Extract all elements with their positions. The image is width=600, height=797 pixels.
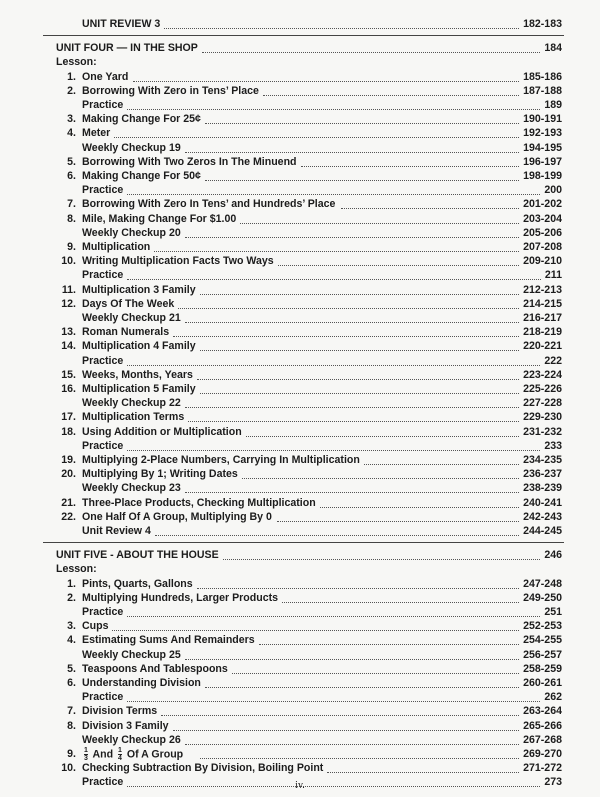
entry-title: Meter	[82, 127, 111, 140]
dot-leader	[246, 435, 519, 437]
entry-title: Practice	[82, 606, 124, 618]
toc-entry	[0, 339, 600, 353]
lesson-number: 10.	[61, 255, 76, 268]
entry-title: Weekly Checkup 22	[82, 397, 181, 410]
entry-title: Cups	[82, 620, 109, 633]
entry-title: Division 3 Family	[82, 719, 169, 732]
toc-entry	[0, 719, 600, 733]
dot-leader	[232, 672, 519, 674]
toc-entry	[0, 268, 600, 282]
dot-leader	[263, 94, 519, 96]
entry-title: Multiplication	[82, 241, 151, 253]
entry-title: Using Addition or Multiplication	[82, 425, 242, 438]
toc-entry	[0, 648, 600, 662]
toc-entry	[0, 410, 600, 424]
lesson-number: 3.	[67, 620, 76, 633]
dot-leader	[242, 477, 519, 479]
lesson-number: 14.	[61, 340, 76, 353]
dot-leader	[173, 729, 520, 731]
lesson-number: 4.	[67, 634, 76, 647]
toc-entry	[0, 55, 600, 69]
lesson-number: 7.	[67, 705, 76, 718]
toc-entry	[0, 605, 600, 619]
toc-entry	[0, 98, 600, 112]
page-range: 249-250	[523, 591, 562, 604]
toc-entry	[0, 183, 600, 197]
toc-entry	[0, 690, 600, 704]
toc-entry	[0, 197, 600, 211]
dot-leader	[185, 151, 519, 153]
lesson-number: 5.	[67, 662, 76, 675]
toc-entry	[0, 226, 600, 240]
page-range: 223-224	[523, 368, 562, 381]
toc-entry	[0, 633, 600, 647]
page-range: 229-230	[523, 411, 562, 424]
page-range: 212-213	[523, 283, 562, 296]
entry-title: Weekly Checkup 19	[82, 141, 181, 154]
page-range: 234-235	[523, 454, 562, 466]
dot-leader	[200, 349, 520, 351]
dot-leader	[205, 686, 519, 688]
entry-title: Weekly Checkup 25	[82, 648, 181, 661]
lesson-number: 1.	[67, 577, 76, 590]
dot-leader	[282, 601, 519, 603]
page-range: 200	[544, 184, 562, 197]
page-range: 192-193	[523, 127, 562, 140]
dot-leader	[127, 108, 540, 110]
page-range: 238-239	[523, 482, 562, 495]
lesson-number: 22.	[61, 510, 76, 523]
page-range: 236-237	[523, 468, 562, 481]
toc-entry	[0, 619, 600, 633]
entry-title: Three-Place Products, Checking Multiplication	[82, 496, 316, 509]
entry-title: Multiplying By 1; Writing Dates	[82, 468, 238, 481]
entry-title: Checking Subtraction By Division, Boiling Point	[82, 762, 324, 775]
dot-leader	[127, 615, 540, 617]
page-range: 260-261	[523, 677, 562, 689]
toc-entry	[0, 396, 600, 410]
page-range: 265-266	[523, 719, 562, 732]
page-range: 269-270	[523, 748, 562, 760]
entry-title: UNIT FOUR — IN THE SHOP	[56, 42, 198, 55]
dot-leader	[205, 122, 519, 124]
entry-title: Writing Multiplication Facts Two Ways	[82, 255, 274, 268]
page-range: 216-217	[523, 312, 562, 324]
dot-leader	[112, 629, 519, 631]
lesson-number: 9.	[67, 241, 76, 253]
dot-leader	[202, 51, 540, 53]
dot-leader	[197, 378, 519, 380]
entry-title: Multiplying Hundreds, Larger Products	[82, 591, 278, 604]
dot-leader	[127, 700, 540, 702]
toc-entry	[0, 354, 600, 368]
entry-title: Practice	[82, 691, 124, 704]
lesson-number: 8.	[67, 719, 76, 732]
toc-entry	[0, 577, 600, 591]
dot-leader	[127, 364, 540, 366]
page-range: 222	[544, 354, 562, 367]
dot-leader	[341, 207, 520, 209]
entry-title: Weeks, Months, Years	[82, 368, 193, 381]
page-range: 242-243	[523, 510, 562, 523]
page-range: 244-245	[523, 525, 562, 537]
dot-leader	[205, 179, 519, 181]
page-range: 211	[544, 269, 562, 282]
entry-title: Practice	[82, 776, 124, 789]
lesson-number: 1.	[67, 70, 76, 83]
dot-leader	[127, 449, 540, 451]
toc-entry	[0, 747, 600, 761]
toc-entry	[0, 311, 600, 325]
lesson-number: 13.	[61, 326, 76, 339]
page-range: 246	[544, 549, 562, 562]
page-range: 194-195	[523, 141, 562, 154]
entry-title: Multiplication 3 Family	[82, 283, 196, 296]
entry-title: Understanding Division	[82, 677, 201, 689]
toc-entry	[0, 453, 600, 467]
dot-leader	[200, 757, 520, 759]
lesson-number: 6.	[67, 677, 76, 689]
toc-entry	[0, 425, 600, 439]
toc-entry	[0, 141, 600, 155]
dot-leader	[164, 27, 519, 29]
entry-title: UNIT FIVE - ABOUT THE HOUSE	[56, 549, 219, 562]
dot-leader	[185, 491, 519, 493]
toc-entry	[0, 467, 600, 481]
entry-title: Practice	[82, 99, 124, 111]
page-number: iv.	[295, 780, 305, 791]
page-range: 233	[544, 439, 562, 452]
entry-title: Division Terms	[82, 705, 158, 718]
dot-leader	[133, 80, 520, 82]
dot-leader	[200, 293, 520, 295]
entry-title: Lesson:	[56, 563, 97, 576]
toc-entry	[0, 439, 600, 453]
entry-title: UNIT REVIEW 3	[82, 18, 161, 30]
toc-entry	[0, 254, 600, 268]
page-range: 220-221	[523, 340, 562, 353]
dot-leader	[173, 335, 519, 337]
entry-title: Weekly Checkup 23	[82, 482, 181, 495]
toc-entry	[0, 562, 600, 576]
page-range: 262	[544, 691, 562, 704]
dot-leader	[154, 250, 519, 252]
entry-title: $\frac{1}{3}$ And $\frac{1}{4}$ Of A Group	[84, 747, 184, 762]
toc-entry	[0, 169, 600, 183]
entry-title: Mile, Making Change For $1.00	[82, 212, 237, 225]
dot-leader	[327, 771, 519, 773]
toc-entry	[0, 17, 600, 31]
entry-title: Weekly Checkup 26	[82, 733, 181, 746]
toc-entry	[0, 591, 600, 605]
page-range: 190-191	[523, 113, 562, 126]
dot-leader	[200, 392, 520, 394]
page-range: 247-248	[523, 577, 562, 590]
lesson-number: 11.	[61, 283, 76, 296]
dot-leader	[114, 136, 519, 138]
page-range: 218-219	[523, 326, 562, 339]
page-range: 251	[544, 606, 562, 618]
lesson-number: 18.	[61, 425, 76, 438]
lesson-number: 16.	[61, 383, 76, 395]
entry-title: Roman Numerals	[82, 326, 170, 339]
page-range: 252-253	[523, 620, 562, 633]
toc-entry	[0, 297, 600, 311]
dot-leader	[161, 714, 519, 716]
page-range: 240-241	[523, 496, 562, 509]
fraction: $\frac{1}{4}$	[118, 747, 122, 762]
toc-entry	[0, 212, 600, 226]
lesson-number: 8.	[67, 212, 76, 225]
lesson-number: 20.	[61, 468, 76, 481]
page-range: 263-264	[523, 705, 562, 718]
toc-entry	[0, 704, 600, 718]
page-range: 198-199	[523, 170, 562, 182]
entry-title: Making Change For 25¢	[82, 113, 201, 126]
entry-title: Lesson:	[56, 56, 97, 69]
lesson-number: 2.	[67, 84, 76, 97]
toc-entry	[0, 84, 600, 98]
lesson-number: 12.	[61, 297, 76, 310]
page-range: 273	[544, 776, 562, 789]
dot-leader	[127, 193, 540, 195]
entry-title: Multiplication 5 Family	[82, 383, 196, 395]
entry-title: Borrowing With Zero In Tens’ and Hundreds’ Place	[82, 198, 336, 211]
toc-entry	[0, 155, 600, 169]
entry-title: Estimating Sums And Remainders	[82, 634, 255, 647]
page-range: 207-208	[523, 241, 562, 253]
page-range: 205-206	[523, 226, 562, 239]
entry-title: One Half Of A Group, Multiplying By 0	[82, 510, 272, 523]
page-range: 258-259	[523, 662, 562, 675]
lesson-number: 7.	[67, 198, 76, 211]
entry-title: Weekly Checkup 20	[82, 226, 181, 239]
toc-entry	[0, 382, 600, 396]
toc-entry	[0, 126, 600, 140]
lesson-number: 5.	[67, 155, 76, 168]
page-range: 271-272	[523, 762, 562, 775]
toc-entry	[0, 524, 600, 538]
toc-entry	[0, 676, 600, 690]
page-range: 256-257	[523, 648, 562, 661]
page-range: 227-228	[523, 397, 562, 410]
toc-entry	[0, 510, 600, 524]
lesson-number: 4.	[67, 127, 76, 140]
lesson-number: 3.	[67, 113, 76, 126]
entry-title: Pints, Quarts, Gallons	[82, 577, 193, 590]
dot-leader	[127, 278, 541, 280]
entry-title: Unit Review 4	[82, 525, 151, 537]
toc-entry	[0, 548, 600, 562]
entry-title: Days Of The Week	[82, 297, 175, 310]
lesson-number: 21.	[61, 496, 76, 509]
lesson-number: 2.	[67, 591, 76, 604]
fraction: $\frac{1}{3}$	[84, 747, 88, 762]
dot-leader	[278, 264, 519, 266]
dot-leader	[364, 463, 519, 465]
dot-leader	[185, 743, 519, 745]
toc-entry	[0, 112, 600, 126]
toc-entry	[0, 325, 600, 339]
section-divider	[43, 542, 564, 543]
entry-title: Teaspoons And Tablespoons	[82, 662, 228, 675]
entry-title: Making Change For 50¢	[82, 170, 201, 182]
dot-leader	[259, 643, 519, 645]
page-range: 214-215	[523, 297, 562, 310]
dot-leader	[188, 420, 519, 422]
toc-entry	[0, 240, 600, 254]
page-range: 203-204	[523, 212, 562, 225]
toc-entry	[0, 70, 600, 84]
toc-entry	[0, 662, 600, 676]
page-range: 189	[544, 99, 562, 111]
page-range: 187-188	[523, 84, 562, 97]
toc-entry	[0, 496, 600, 510]
toc-entry	[0, 733, 600, 747]
page-range: 182-183	[523, 18, 562, 30]
dot-leader	[155, 534, 519, 536]
toc-entry	[0, 41, 600, 55]
entry-title: Borrowing With Zero in Tens’ Place	[82, 84, 259, 97]
dot-leader	[185, 658, 519, 660]
page-range: 185-186	[523, 70, 562, 83]
toc-entry	[0, 283, 600, 297]
entry-title: One Yard	[82, 70, 129, 83]
entry-title: Practice	[82, 439, 124, 452]
lesson-number: 6.	[67, 170, 76, 182]
page-range: 231-232	[523, 425, 562, 438]
entry-title: Borrowing With Two Zeros In The Minuend	[82, 155, 297, 168]
dot-leader	[277, 520, 519, 522]
toc-entry	[0, 481, 600, 495]
entry-title: Weekly Checkup 21	[82, 312, 181, 324]
entry-title: Practice	[82, 184, 124, 197]
page-range: 225-226	[523, 383, 562, 395]
toc-entry	[0, 368, 600, 382]
toc-entry	[0, 761, 600, 775]
entry-title: Practice	[82, 354, 124, 367]
page-range: 267-268	[523, 733, 562, 746]
dot-leader	[240, 222, 519, 224]
lesson-number: 10.	[61, 762, 76, 775]
dot-leader	[185, 236, 519, 238]
dot-leader	[301, 165, 520, 167]
dot-leader	[223, 558, 540, 560]
entry-title: Multiplication 4 Family	[82, 340, 196, 353]
lesson-number: 15.	[61, 368, 76, 381]
dot-leader	[320, 506, 519, 508]
page-range: 209-210	[523, 255, 562, 268]
dot-leader	[185, 406, 519, 408]
lesson-number: 17.	[61, 411, 76, 424]
lesson-number: 19.	[61, 454, 76, 466]
page-range: 254-255	[523, 634, 562, 647]
page-range: 196-197	[523, 155, 562, 168]
page-range: 184	[544, 42, 562, 55]
dot-leader	[185, 321, 519, 323]
entry-title: Multiplying 2-Place Numbers, Carrying In Multiplication	[82, 454, 360, 466]
entry-title: Practice	[82, 269, 124, 282]
dot-leader	[197, 587, 519, 589]
dot-leader	[178, 307, 519, 309]
lesson-number: 9.	[67, 748, 76, 760]
page-range: 201-202	[523, 198, 562, 211]
entry-title: Multiplication Terms	[82, 411, 185, 424]
section-divider	[43, 35, 564, 36]
